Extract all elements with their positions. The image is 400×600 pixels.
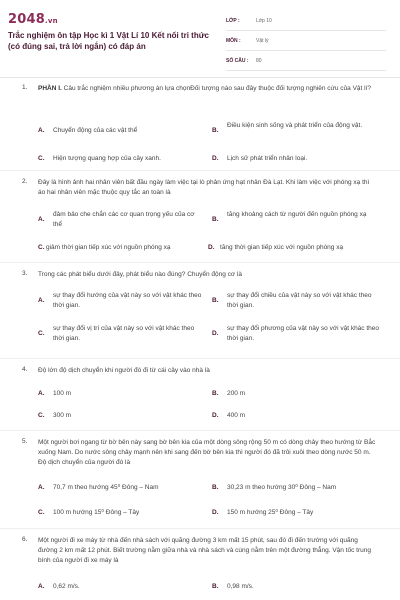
question-number: 3. [22,270,28,277]
question-number: 2. [22,178,28,185]
option-letter: B. [212,484,219,491]
meta-info [226,11,386,71]
option-letter: B. [212,127,219,134]
question-text: Độ lớn độ dịch chuyển khi người đó đi từ cái cây vào nhà là [38,367,210,374]
option-text: 0,62 m/s. [53,583,80,590]
question-number: 4. [22,366,28,373]
option-text: Chuyển động của các vật thể [53,127,138,134]
option-letter: A. [38,127,45,134]
question-number: 1. [22,84,28,91]
header-divider [0,77,400,78]
question-text: Một người đi xe máy từ nhà đến nhà sách với quãng đường 3 km mất 15 phút, sau đó đi đến trường với quãng đường 2 km mất 12 phút. Biết trường nằm giữa nhà và nhà sách và cùng nằm trên một đường thẳng. Vận tốc trung bình của người đi xe máy là [38,537,371,564]
meta-row-subject [226,31,386,51]
meta-value: Lớp 10 [256,17,272,24]
option-text: 200 m [227,390,246,397]
option-letter: D. [208,244,215,251]
option-letter: C. [38,155,45,162]
question-text: Trong các phát biểu dưới đây, phát biểu nào đúng? Chuyển động cơ là [38,271,243,278]
option-text: 300 m [53,412,72,419]
option-text: tăng thời gian tiếp xúc với nguồn phóng xạ [220,244,344,251]
option-text: Hiện tượng quang hợp của cây xanh. [53,155,161,162]
header [0,0,400,72]
option-text: 30,23 m theo hướng 30⁰ Đông – Nam [227,484,337,491]
option-letter: A. [38,583,45,590]
option-text: 100 m hướng 15⁰ Đông – Tây [53,509,140,516]
meta-row-count [226,51,386,71]
option-text: 400 m [227,412,246,419]
option-text: sự thay đổi vị trí của vật này so với vật khác theo thời gian. [53,325,195,342]
meta-key: MÔN : [226,37,241,44]
option-text: sự thay đổi chiều của vật này so với vật khác theo thời gian. [227,292,372,309]
option-letter: A. [38,216,45,223]
question-text [38,84,378,94]
option-letter: D. [212,509,219,516]
option-text: Lịch sử phát triển nhân loại. [227,155,308,162]
option-text: 150 m hướng 25⁰ Đông – Tây [227,509,314,516]
option-letter: C. [38,412,45,419]
option-letter: B. [212,216,219,223]
question-divider [0,170,400,171]
option-letter: B. [212,583,219,590]
meta-value: Vật lý [256,37,269,44]
option-letter: A. [38,484,45,491]
page-title: Trắc nghiệm ôn tập Học kì 1 Vật Lí 10 Kết nối tri thức (có đúng sai, trả lời ngắn) có đáp án [8,31,209,51]
question-body: Câu trắc nghiệm nhiều phương án lựa chọnĐối tượng nào sau đây thuộc đối tượng nghiên cứu của Vật lí? [61,85,372,92]
option-text: sự thay đổi phương của vật này so với vật khác theo thời gian. [227,325,380,342]
logo[interactable] [8,12,58,27]
option-text: Điều kiện sinh sống và phát triển của động vật. [227,122,363,129]
option-text: sự thay đổi hướng của vật này so với vật khác theo thời gian. [53,292,202,309]
meta-row-class [226,11,386,31]
option-text: 70,7 m theo hướng 45⁰ Đông – Nam [53,484,159,491]
question-number: 5. [22,438,28,445]
option-letter: D. [212,412,219,419]
option-letter: D. [212,155,219,162]
option-letter: C. [38,509,45,516]
meta-value: 80 [256,57,262,64]
question-text: Đây là hình ảnh hai nhân viên bất đầu ngày làm việc tại lò phản ứng hạt nhân Đà Lạt. Khi làm việc với phóng xạ thì áo hai nhân viên mặc thuộc quy tắc an toàn là [38,179,370,196]
option-text: tăng khoảng cách từ người đến nguồn phóng xạ [227,211,367,218]
meta-key: SỐ CÂU : [226,57,249,64]
meta-key: LỚP : [226,17,240,24]
option-text: giảm thời gian tiếp xúc với nguồn phóng xạ [46,244,171,251]
option-letter: A. [38,297,45,304]
question-divider [0,528,400,529]
option-text: 0,98 m/s. [227,583,254,590]
question-number: 6. [22,536,28,543]
option-letter: D. [212,330,219,337]
option-text: đảm bảo che chắn các cơ quan trọng yếu của cơ thể [53,211,195,228]
option-text: 100 m [53,390,72,397]
option-letter: C. [38,330,45,337]
question-divider [0,262,400,263]
question-divider [0,358,400,359]
question-prefix: PHẦN I. [38,85,62,92]
logo-suffix: .vn [44,17,58,25]
question-text: Một người bơi ngang từ bờ bên này sang bờ bên kia của một dòng sông rộng 50 m có dòng chảy theo hướng từ Bắc xuống Nam. Do nước sông chảy mạnh nên khi sang đến bờ bên kia thì người đó đã trôi xuôi theo dòng nước 50 m. Độ dịch chuyển của người đó là [38,439,376,466]
option-letter: A. [38,390,45,397]
option-letter: C. [38,244,45,251]
option-letter: B. [212,390,219,397]
logo-text: 2048 [8,12,45,27]
option-letter: B. [212,297,219,304]
question-divider [0,430,400,431]
